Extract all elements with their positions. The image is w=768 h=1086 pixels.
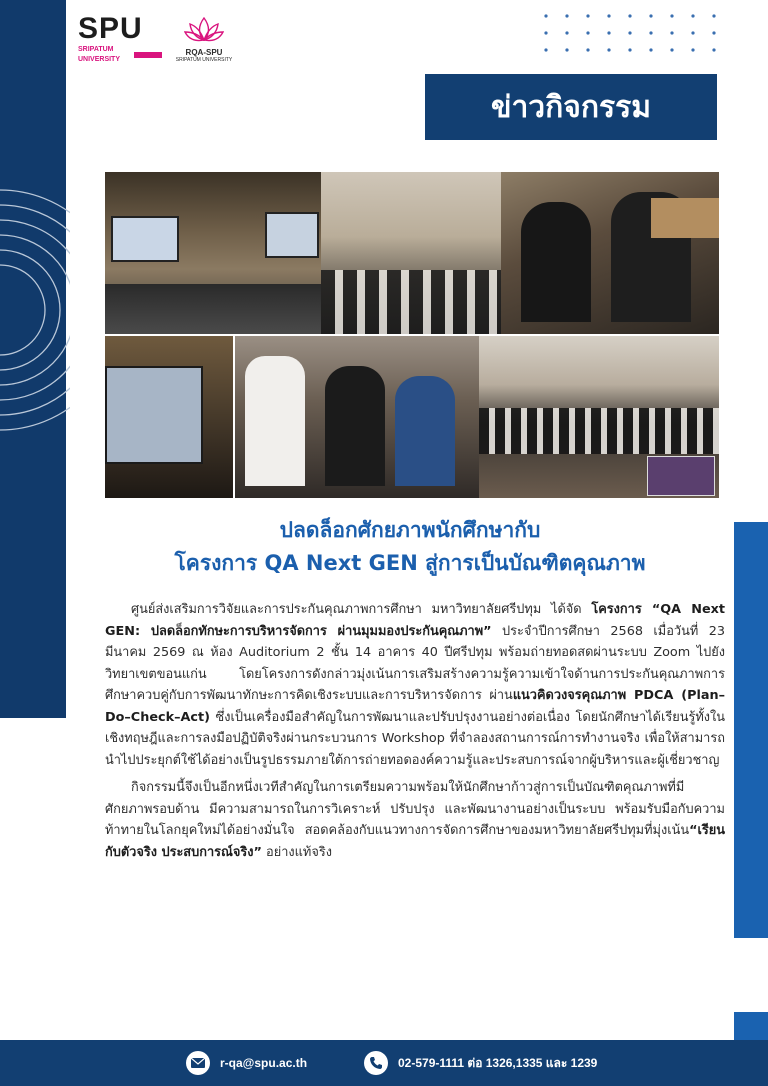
photo-lecture-hall: [105, 172, 321, 334]
pdca-concept: แนวคิดวงจรคุณภาพ PDCA (Plan–Do–Check–Act): [105, 688, 725, 725]
page-title: ข่าวกิจกรรม: [425, 74, 717, 140]
paragraph-1-text-c: ซึ่งเป็นเครื่องมือสำคัญในการพัฒนาและปรับปรุงงานอย่างต่อเนื่อง โดยนักศึกษาได้เรียนรู้ทั้งในเชิงทฤษฎีและการลงมือปฏิบัติจริงผ่านกระบวนการ Workshop ที่จำลองสถานการณ์การทำงานจริง เพื่อให้สามารถนำไปประยุกต์ใช้ได้อย่างเป็นรูปธรรมภายใต้การถ่ายทอดองค์ความรู้และประสบการณ์จากผู้บริหารและผู้เชี่ยวชาญ: [105, 709, 725, 768]
photo-classroom: [321, 172, 501, 334]
footer-phone[interactable]: [364, 1051, 597, 1075]
headline-line-2: โครงการ QA Next GEN สู่การเป็นบัณฑิตคุณภาพ: [174, 551, 646, 575]
spu-logo-bar: [134, 52, 162, 58]
project-name: โครงการ “QA Next GEN: ปลดล็อกทักษะการบริหารจัดการ ผ่านมุมมองประกันคุณภาพ”: [105, 602, 725, 639]
spu-logo-mark: SPU: [78, 12, 143, 45]
photo-collage: [105, 172, 719, 498]
headline-line-1: ปลดล็อกศักยภาพนักศึกษากับ: [279, 518, 541, 542]
decorative-arcs: [0, 160, 70, 460]
spu-logo: [78, 14, 164, 64]
slogan: “เรียนกับตัวจริง ประสบการณ์จริง”: [105, 823, 725, 860]
paragraph-1: [105, 599, 725, 771]
spu-logo-sub-2: UNIVERSITY: [78, 56, 121, 63]
rqa-logo-sub: SRIPATUM UNIVERSITY: [175, 57, 233, 63]
paragraph-2: [105, 777, 725, 863]
decorative-dot-grid: [544, 14, 718, 52]
news-headline: [90, 514, 730, 580]
paragraph-1-text-a: ศูนย์ส่งเสริมการวิจัยและการประกันคุณภาพการศึกษา มหาวิทยาลัยศรีปทุม ได้จัด: [131, 602, 592, 617]
lotus-logo-icon: [184, 14, 224, 44]
photo-zoom-screen: [105, 336, 233, 498]
phone-icon: [364, 1051, 388, 1075]
spu-logo-sub-1: SRIPATUM: [78, 46, 114, 53]
right-blue-bar: [734, 522, 768, 938]
footer-email[interactable]: [186, 1051, 307, 1075]
photo-group-work: [501, 172, 719, 334]
photo-auditorium-group: [479, 336, 719, 498]
photo-workshop-activity: [235, 336, 479, 498]
right-blue-bar-small: [734, 1012, 768, 1042]
paragraph-1-text-b: ประจำปีการศึกษา 2568 เมื่อวันที่ 23 มีนาคม 2569 ณ ห้อง Auditorium 2 ชั้น 14 อาคาร 40 ปีศรีปทุม พร้อมถ่ายทอดสดผ่านระบบ Zoom ไปยังวิทยาเขตขอนแก่น โดยโครงการดังกล่าวมุ่งเน้นการเสริมสร้างความรู้ความเข้าใจด้านการประกันคุณภาพการศึกษาควบคู่กับการพัฒนาทักษะการคิดเชิงระบบและการบริหารจัดการ ผ่าน: [105, 623, 725, 703]
footer-phone-text: 02-579-1111 ต่อ 1326,1335 และ 1239: [398, 1055, 598, 1070]
contact-footer: [0, 1040, 768, 1086]
rqa-logo: [166, 14, 242, 63]
email-icon: [186, 1051, 210, 1075]
paragraph-2-text-a: กิจกรรมนี้จึงเป็นอีกหนึ่งเวทีสำคัญในการเตรียมความพร้อมให้นักศึกษาก้าวสู่การเป็นบัณฑิตคุณภาพที่มีศักยภาพรอบด้าน มีความสามารถในการวิเคราะห์ ปรับปรุง และพัฒนางานอย่างเป็นระบบ พร้อมรับมือกับความท้าทายในโลกยุคใหม่ได้อย่างมั่นใจ สอดคล้องกับแนวทางการจัดการศึกษาของมหาวิทยาลัยศรีปทุมที่มุ่งเน้น: [105, 780, 725, 838]
paragraph-2-text-b: อย่างแท้จริง: [261, 844, 332, 860]
article-body: [105, 599, 725, 869]
rqa-logo-name: RQA-SPU: [185, 48, 223, 57]
footer-email-text: r-qa@spu.ac.th: [220, 1056, 308, 1070]
